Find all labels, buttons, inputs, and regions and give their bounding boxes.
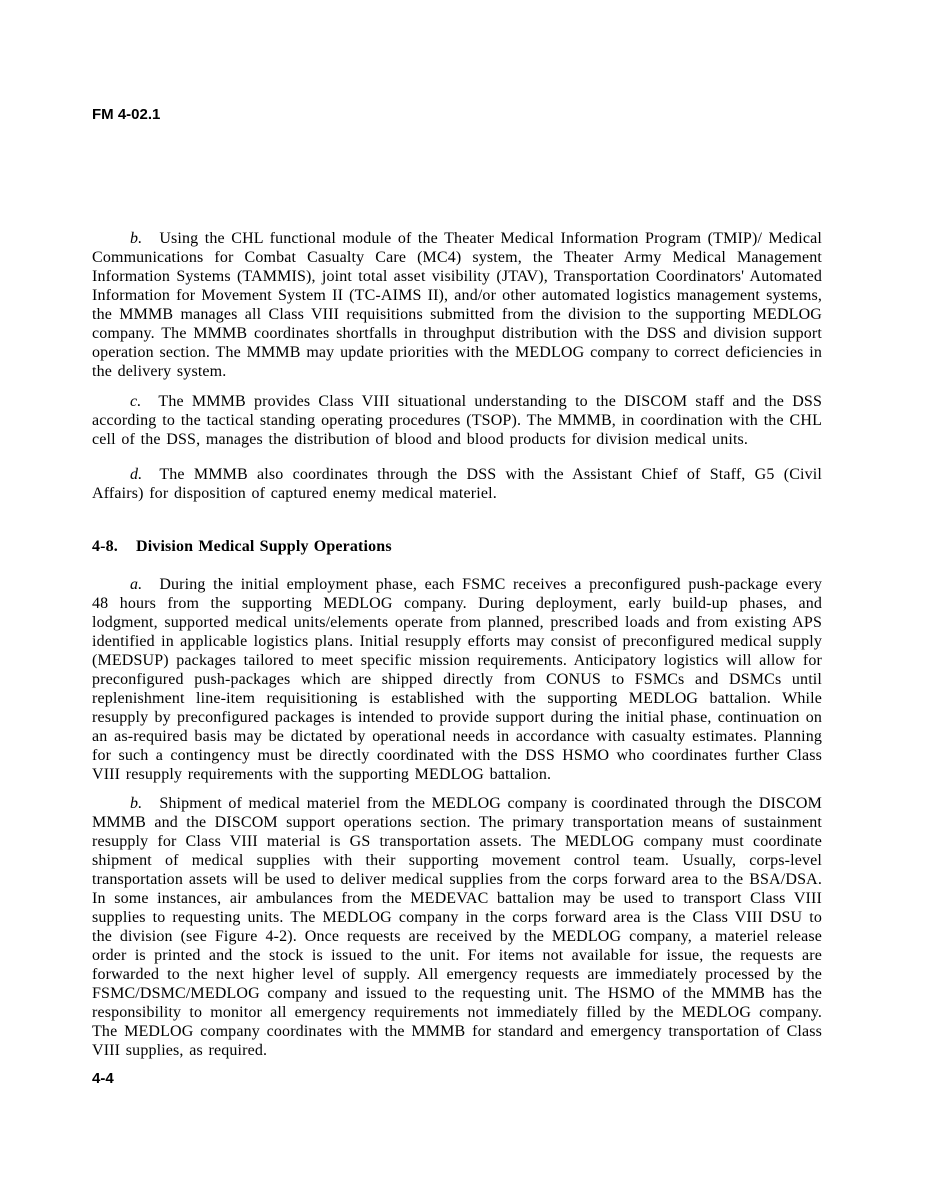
paragraph-a-text: During the initial employment phase, each FSMC receives a preconfigured push-package every 48 hours from the supporting MEDLOG company. During deployment, early build-up phases, and lodgment, supported medical units/elements operate from planned, prescribed loads and from existing APS identified in applicable logistics plans. Initial resupply efforts may consist of preconfigured medical supply (MEDSUP) packages tailored to meet specific mission requirements. Anticipatory logistics will allow for preconfigured push-packages which are shipped directly from CONUS to FSMCs and DSMCs until replenishment line-item requisitioning is established with the supporting MEDLOG battalion. While resupply by preconfigured packages is intended to provide support during the initial phase, continuation on an as-required basis may be dictated by operational needs in accordance with casualty estimates. Planning for such a contingency must be directly coordinated with the DSS HSMO who coordinates further Class VIII resupply requirements with the supporting MEDLOG battalion. <box>92 576 822 783</box>
section-heading-4-8 <box>92 537 822 556</box>
doc-id: FM 4-02.1 <box>92 106 161 123</box>
paragraph-d-label: d. <box>130 466 143 483</box>
page-footer <box>92 1070 114 1087</box>
paragraph-b2 <box>92 794 822 1060</box>
section-number: 4-8. <box>92 538 118 555</box>
paragraph-c-text: The MMMB provides Class VIII situational understanding to the DISCOM staff and the DSS according to the tactical standing operating procedures (TSOP). The MMMB, in coordination with the CHL cell of the DSS, manages the distribution of blood and blood products for division medical units. <box>92 393 822 448</box>
paragraph-c-label: c. <box>130 393 142 410</box>
paragraph-b <box>92 229 822 381</box>
paragraph-b-text: Using the CHL functional module of the Theater Medical Information Program (TMIP)/ Medical Communications for Combat Casualty Care (MC4) system, the Theater Army Medical Management Information Systems (TAMMIS), joint total asset visibility (JTAV), Transportation Coordinators' Automated Information for Movement System II (TC-AIMS II), and/or other automated logistics management systems, the MMMB manages all Class VIII requisitions submitted from the division to the supporting MEDLOG company. The MMMB coordinates shortfalls in throughput distribution with the DSS and division support operation section. The MMMB may update priorities with the MEDLOG company to correct deficiencies in the delivery system. <box>92 230 822 380</box>
page-number: 4-4 <box>92 1070 114 1087</box>
section-title: Division Medical Supply Operations <box>136 538 392 555</box>
paragraph-c <box>92 392 822 449</box>
document-body <box>92 229 822 1060</box>
page-header <box>92 106 160 123</box>
paragraph-b2-text: Shipment of medical materiel from the MEDLOG company is coordinated through the DISCOM MMMB and the DISCOM support operations section. The primary transportation means of sustainment resupply for Class VIII material is GS transportation assets. The MEDLOG company must coordinate shipment of medical supplies with their supporting movement control team. Usually, corps-level transportation assets will be used to deliver medical supplies from the corps forward area to the BSA/DSA. In some instances, air ambulances from the MEDEVAC battalion may be used to transport Class VIII supplies to requesting units. The MEDLOG company in the corps forward area is the Class VIII DSU to the division (see Figure 4-2). Once requests are received by the MEDLOG company, a materiel release order is printed and the stock is issued to the unit. For items not available for issue, the requests are forwarded to the next higher level of supply. All emergency requests are immediately processed by the FSMC/DSMC/MEDLOG company and issued to the requesting unit. The HSMO of the MMMB has the responsibility to monitor all emergency requirements not immediately filled by the MEDLOG company. The MEDLOG company coordinates with the MMMB for standard and emergency transportation of Class VIII supplies, as required. <box>92 795 822 1059</box>
paragraph-b2-label: b. <box>130 795 143 812</box>
paragraph-d <box>92 465 822 503</box>
paragraph-a <box>92 575 822 784</box>
paragraph-b-label: b. <box>130 230 143 247</box>
paragraph-d-text: The MMMB also coordinates through the DSS with the Assistant Chief of Staff, G5 (Civil Affairs) for disposition of captured enemy medical materiel. <box>92 466 822 502</box>
paragraph-a-label: a. <box>130 576 143 593</box>
